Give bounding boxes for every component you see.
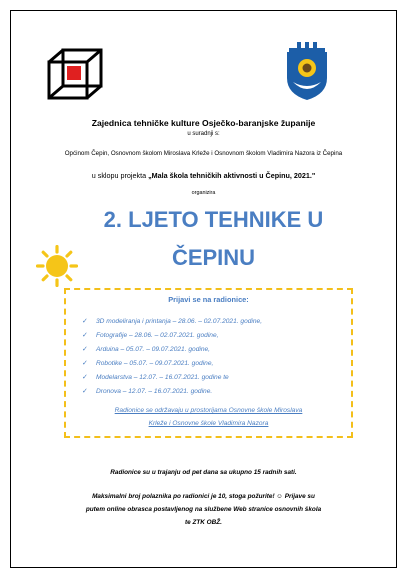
location-link-line1[interactable]: Radionice se održavaju u prostorijama Osnovne škole Miroslava [114, 407, 303, 414]
cepin-coat-of-arms [283, 38, 331, 102]
workshops-heading: Prijavi se na radionice: [168, 295, 249, 304]
project-prefix: u sklopu projekta [91, 171, 149, 180]
list-item: ✓ Modelarstva – 12.07. – 16.07.2021. godine te [82, 374, 229, 381]
event-title-line1: 2. LJETO TEHNIKE U [103, 207, 324, 232]
location-link-line2[interactable]: Krleže i Osnovne škole Vladimira Nazora [148, 420, 269, 427]
partners-text: Općinom Čepin, Osnovnom školom Miroslava Krleže i Osnovnom školom Vladimira Nazora iz Čepina [64, 150, 343, 157]
limit-text-line2: putem online obrasca postavljenog na službene Web stranice osnovnih škola [85, 506, 322, 513]
checkmark-icon: ✓ [82, 332, 88, 339]
project-line [20, 171, 387, 180]
checkmark-icon: ✓ [82, 346, 88, 353]
ztk-cube-logo [47, 48, 103, 100]
organization-name: Zajednica tehničke kulture Osječko-baranjske županije [91, 118, 316, 128]
list-item: ✓ Arduina – 05.07. – 09.07.2021. godine, [82, 346, 211, 353]
checkmark-icon: ✓ [82, 388, 88, 395]
checkmark-icon: ✓ [82, 374, 88, 381]
event-title-line2: ČEPINU [171, 245, 256, 270]
limit-text-line3: te ZTK OBŽ. [185, 519, 222, 526]
duration-text: Radionice su u trajanju od pet dana sa ukupno 15 radnih sati. [110, 469, 297, 476]
checkmark-icon: ✓ [82, 360, 88, 367]
checkmark-icon: ✓ [82, 318, 88, 325]
list-item: ✓ Fotografije – 28.06. – 02.07.2021. godine, [82, 332, 219, 339]
list-item: ✓ 3D modeliranja i printanja – 28.06. – 02.07.2021. godine, [82, 318, 263, 325]
organizes-label: organizira [191, 190, 216, 196]
limit-text-line1: Maksimalni broj polaznika po radionici je 10, stoga požurite! ☺ Prijave su [92, 493, 315, 500]
project-name: „Mala škola tehničkih aktivnosti u Čepinu, 2021." [148, 171, 316, 180]
list-item: ✓ Robotike – 05.07. – 09.07.2021. godine, [82, 360, 214, 367]
cooperation-label: u suradnji s: [187, 131, 220, 137]
sun-icon [36, 245, 78, 287]
list-item: ✓ Dronova – 12.07. – 16.07.2021. godine. [82, 388, 213, 395]
